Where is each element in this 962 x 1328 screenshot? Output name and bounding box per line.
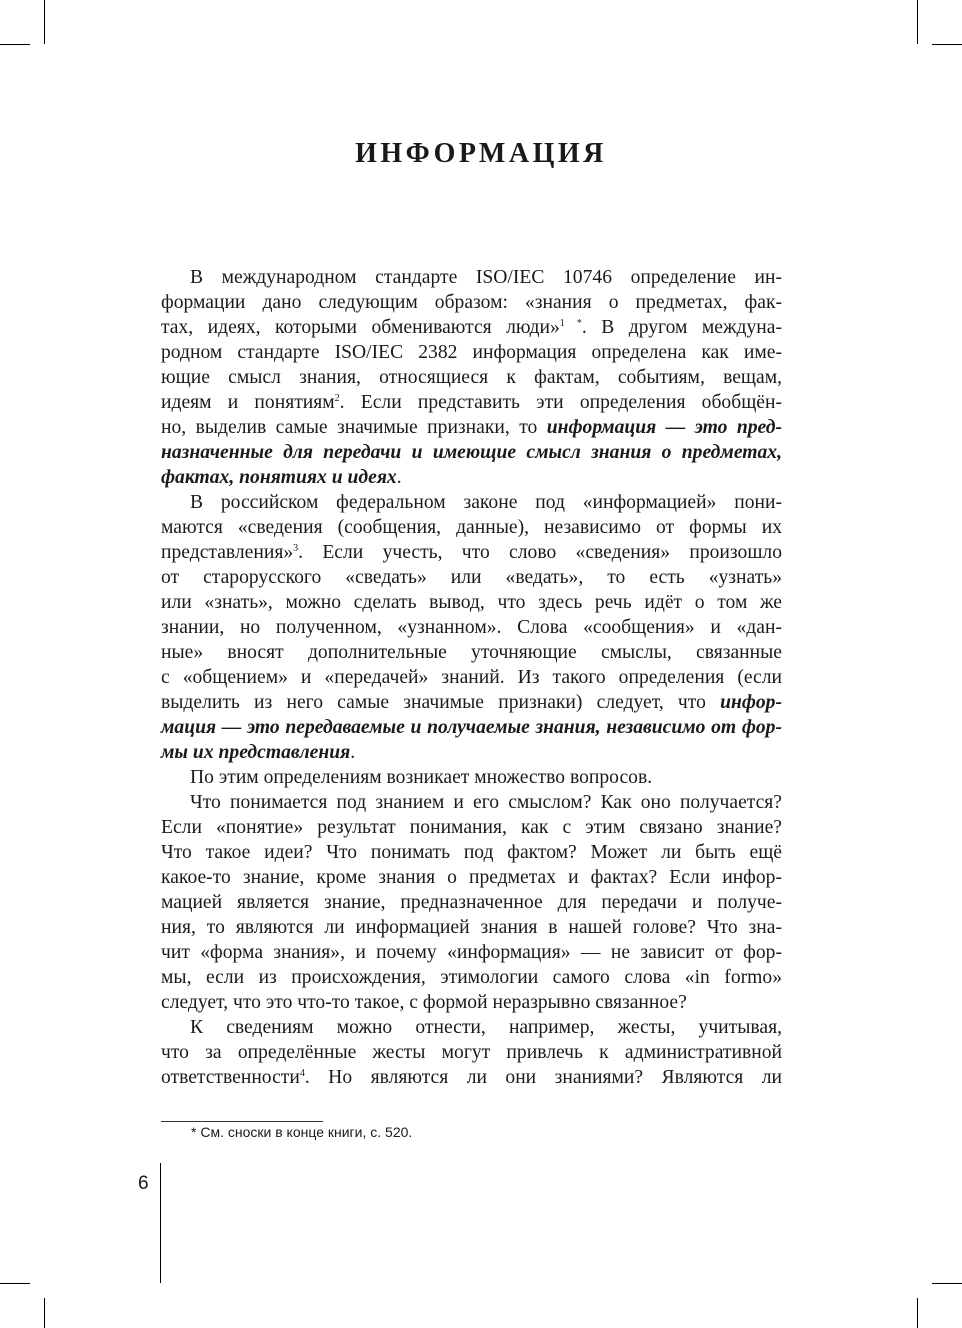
text-line: с «общением» и «передачей» знаний. Из такого определения (если — [161, 667, 782, 688]
text-line: Если «понятие» результат понимания, как с этим связано знание? — [161, 817, 782, 838]
text-line: ные» вносят дополнительные уточняющие смыслы, связанные — [161, 642, 782, 663]
text-line: К сведениям можно отнести, например, жесты, учитывая, — [190, 1017, 782, 1038]
footnote-divider — [161, 1121, 323, 1122]
paragraph-4 — [161, 790, 782, 1015]
text-run: представления» — [161, 542, 294, 563]
text-run: выделить из него самые значимые признаки) следует, что — [161, 692, 721, 713]
emphasis: фактах, понятиях и идеях — [161, 467, 397, 488]
text-line: В международном стандарте ISO/IEC 10746 определение ин- — [190, 267, 782, 288]
text-run: . — [350, 742, 356, 763]
crop-mark — [917, 0, 918, 44]
crop-mark — [932, 44, 962, 45]
text-line — [161, 540, 782, 565]
text-line: Что понимается под знанием и его смыслом? Как оно получается? — [190, 792, 782, 813]
text-line: формации дано следующим образом: «знания о предметах, фак- — [161, 292, 782, 313]
text-line: что за определённые жесты могут привлечь к административной — [161, 1042, 782, 1063]
text-run: . — [396, 467, 402, 488]
emphasis-line: назначенные для передачи и имеющие смысл знания о предметах, — [161, 442, 782, 463]
text-line: Что такое идеи? Что понимать под фактом? Может ли быть ещё — [161, 842, 782, 863]
text-line: знании, но полученном, «узнанном». Слова «сообщения» и «дан- — [161, 617, 782, 638]
text-line: какое-то знание, кроме знания о предметах и фактах? Если инфор- — [161, 867, 782, 888]
text-run: . В другом междуна- — [581, 317, 782, 338]
text-run: но, выделив самые значимые признаки, то — [161, 417, 547, 438]
text-run: . Если представить эти определения обобщён- — [339, 392, 782, 413]
text-line: мы, если из происхождения, этимологии самого слова «in formo» — [161, 967, 782, 988]
text-line — [161, 315, 782, 340]
footnote: * См. сноски в конце книги, с. 520. — [191, 1124, 413, 1140]
crop-mark — [44, 1298, 45, 1328]
text-run: ответственности — [161, 1067, 300, 1088]
body-text — [161, 265, 782, 1090]
emphasis: мы их представления — [161, 742, 351, 763]
page-number-rule — [160, 1163, 161, 1283]
emphasis: информация — это пред- — [546, 417, 782, 438]
text-line: В российском федеральном законе под «информацией» пони- — [190, 492, 782, 513]
text-line: от старорусского «сведать» или «ведать», то есть «узнать» — [161, 567, 782, 588]
footnote-ref: 4 — [299, 1068, 305, 1079]
crop-mark — [917, 1298, 918, 1328]
text-run: тах, идеях, которыми обмениваются люди» — [161, 317, 560, 338]
text-line: чит «форма знания», и почему «информация» — не зависит от фор- — [161, 942, 782, 963]
page-number: 6 — [138, 1173, 149, 1194]
text-line — [161, 390, 782, 415]
paragraph-5 — [161, 1015, 782, 1090]
text-line — [161, 690, 782, 715]
footnote-ref: 1 * — [559, 318, 582, 329]
text-line — [161, 1065, 782, 1090]
crop-mark — [44, 0, 45, 44]
text-line — [161, 415, 782, 440]
emphasis: инфор- — [720, 692, 782, 713]
footnote-ref: 3 — [293, 543, 299, 554]
text-line: По этим определениям возникает множество вопросов. — [190, 767, 653, 788]
text-line: ния, то являются ли информацией знания в нашей голове? Что зна- — [161, 917, 782, 938]
paragraph-3 — [161, 765, 782, 790]
text-line: следует, что это что-то такое, с формой неразрывно связанное? — [161, 992, 687, 1013]
crop-mark — [932, 1283, 962, 1284]
text-line — [161, 740, 782, 765]
footnote-ref: 2 — [334, 393, 340, 404]
text-line: или «знать», можно сделать вывод, что здесь речь идёт о том же — [161, 592, 782, 613]
text-run: идеям и понятиям — [161, 392, 335, 413]
text-line: маются «сведения (сообщения, данные), независимо от формы их — [161, 517, 782, 538]
crop-mark — [0, 1283, 30, 1284]
paragraph-2 — [161, 490, 782, 765]
text-line: ющие смысл знания, относящиеся к фактам, событиям, вещам, — [161, 367, 782, 388]
chapter-title: ИНФОРМАЦИЯ — [355, 138, 607, 169]
text-run: . Если учесть, что слово «сведения» произошло — [298, 542, 782, 563]
text-line — [161, 465, 782, 490]
text-run: . Но являются ли они знаниями? Являются ли — [304, 1067, 782, 1088]
paragraph-1 — [161, 265, 782, 490]
text-line: родном стандарте ISO/IEC 2382 информация определена как име- — [161, 342, 782, 363]
text-line: мацией является знание, предназначенное для передачи и получе- — [161, 892, 782, 913]
emphasis-line: мация — это передаваемые и получаемые знания, независимо от фор- — [161, 717, 782, 738]
crop-mark — [0, 44, 30, 45]
